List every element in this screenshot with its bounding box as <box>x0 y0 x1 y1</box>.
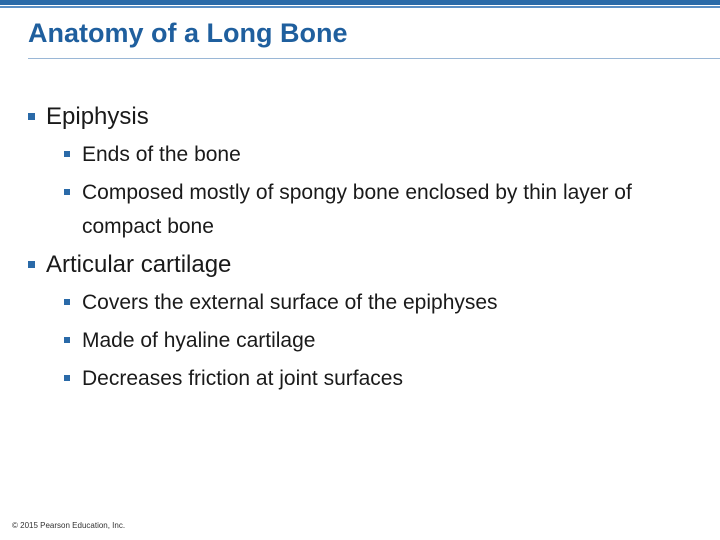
bullet-text: Epiphysis <box>46 103 149 130</box>
sub-bullet-hyaline <box>64 324 708 358</box>
square-bullet-icon <box>64 375 70 381</box>
sub-bullet-composed <box>64 176 702 244</box>
top-stripe-secondary <box>0 6 720 8</box>
bullet-text: Articular cartilage <box>46 251 232 278</box>
square-bullet-icon <box>64 299 70 305</box>
square-bullet-icon <box>64 189 70 195</box>
top-accent-bar <box>0 0 720 10</box>
title-divider <box>28 58 720 59</box>
slide-title: Anatomy of a Long Bone <box>28 18 348 48</box>
square-bullet-icon <box>28 113 35 120</box>
bullet-epiphysis <box>28 100 708 134</box>
square-bullet-icon <box>64 151 70 157</box>
sub-bullet-ends <box>64 138 708 172</box>
sub-bullet-text: Composed mostly of spongy bone enclosed by thin layer of compact bone <box>82 181 632 238</box>
slide-content <box>28 100 708 400</box>
square-bullet-icon <box>64 337 70 343</box>
sub-bullet-covers <box>64 286 708 320</box>
square-bullet-icon <box>28 261 35 268</box>
sub-bullet-text: Made of hyaline cartilage <box>82 329 316 352</box>
copyright-footer: © 2015 Pearson Education, Inc. <box>12 521 126 530</box>
top-stripe-primary <box>0 0 720 5</box>
sub-bullet-text: Decreases friction at joint surfaces <box>82 367 403 390</box>
bullet-articular-cartilage <box>28 248 708 282</box>
sub-bullet-friction <box>64 362 708 396</box>
sub-bullet-text: Covers the external surface of the epiphyses <box>82 291 498 314</box>
sub-bullet-text: Ends of the bone <box>82 143 241 166</box>
